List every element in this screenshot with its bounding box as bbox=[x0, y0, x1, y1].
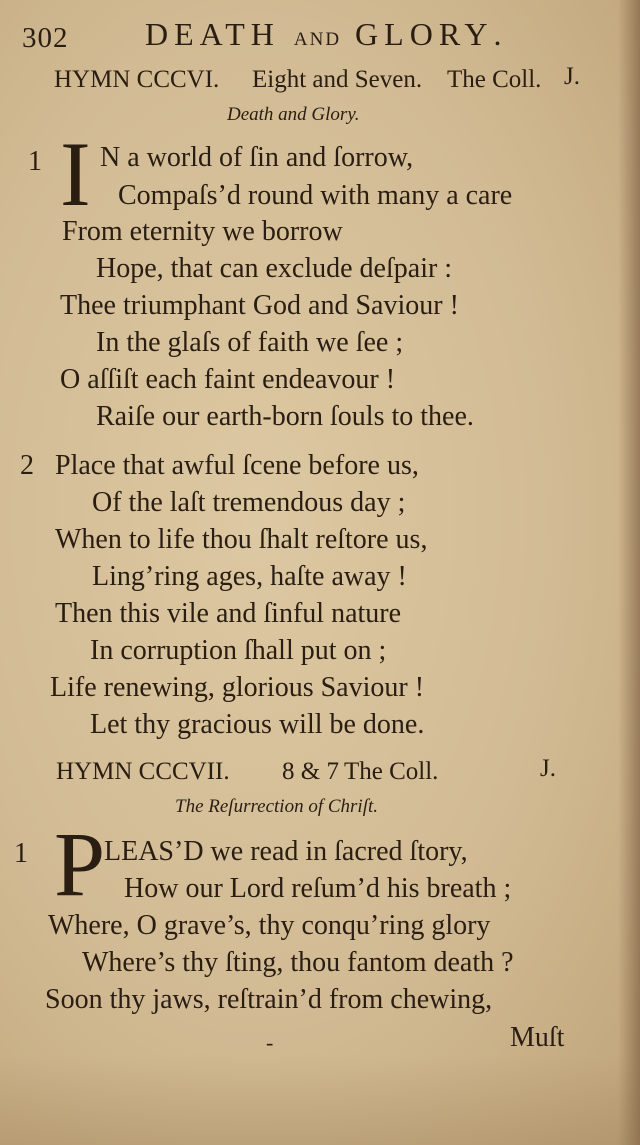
verse-line: In corruption ſhall put on ; bbox=[90, 635, 387, 666]
hymn-signature: J. bbox=[540, 755, 556, 782]
running-head-conj: AND bbox=[293, 29, 342, 50]
verse-line: From eternity we borrow bbox=[62, 216, 343, 247]
page-bottom-shade bbox=[0, 1055, 640, 1145]
verse-line: Soon thy jaws, reſtrain’d from chewing, bbox=[45, 984, 493, 1015]
verse-line: How our Lord reſum’d his breath ; bbox=[124, 873, 512, 904]
running-head bbox=[145, 16, 502, 53]
page-number: 302 bbox=[22, 22, 69, 54]
hymn-collection: The Coll. bbox=[344, 758, 439, 785]
verse-line: Then this vile and ſinful nature bbox=[55, 598, 402, 629]
running-head-word1: DEATH bbox=[145, 16, 280, 52]
verse-line: Ling’ring ages, haſte away ! bbox=[92, 561, 407, 592]
drop-cap: I bbox=[60, 123, 91, 225]
stanza-number: 2 bbox=[20, 450, 34, 481]
hymn-number: HYMN CCCVI. bbox=[54, 66, 220, 93]
verse-line: Place that awful ſcene before us, bbox=[55, 450, 419, 481]
hymn-signature: J. bbox=[564, 63, 580, 90]
verse-line: Thee triumphant God and Saviour ! bbox=[60, 290, 459, 321]
verse-line: LEAS’D we read in ſacred ſtory, bbox=[104, 836, 468, 867]
catchword: Muſt bbox=[510, 1022, 565, 1053]
verse-line: Let thy gracious will be done. bbox=[90, 709, 425, 740]
verse-line: When to life thou ſhalt reſtore us, bbox=[55, 524, 428, 555]
stanza-number: 1 bbox=[14, 838, 28, 869]
verse-line: Where, O grave’s, thy conqu’ring glory bbox=[48, 910, 491, 941]
verse-line: Raiſe our earth-born ſouls to thee. bbox=[96, 401, 474, 432]
verse-line: In the glaſs of faith we ſee ; bbox=[96, 327, 404, 358]
verse-line: Hope, that can exclude deſpair : bbox=[96, 253, 453, 284]
page-edge-shadow bbox=[618, 0, 640, 1145]
ornament-dash: - bbox=[266, 1030, 274, 1055]
hymn-collection: The Coll. bbox=[447, 66, 542, 93]
running-head-punct: . bbox=[493, 16, 502, 52]
hymn-meter: Eight and Seven. bbox=[252, 66, 423, 93]
stanza-number: 1 bbox=[28, 146, 42, 177]
drop-cap: P bbox=[54, 813, 106, 915]
verse-line: Of the laſt tremendous day ; bbox=[92, 487, 406, 518]
verse-line: N a world of ſin and ſorrow, bbox=[100, 142, 414, 173]
hymn-subtitle: The Reſurrection of Chriſt. bbox=[175, 796, 379, 817]
verse-line: Where’s thy ſting, thou fantom death ? bbox=[82, 947, 514, 978]
hymn-subtitle: Death and Glory. bbox=[227, 104, 360, 125]
verse-line: O aſſiſt each faint endeavour ! bbox=[60, 364, 396, 395]
running-head-word2: GLORY bbox=[355, 16, 494, 52]
verse-line: Life renewing, glorious Saviour ! bbox=[50, 672, 425, 703]
verse-line: Compaſs’d round with many a care bbox=[118, 180, 513, 211]
hymn-meter: 8 & 7 bbox=[282, 758, 339, 785]
hymn-number: HYMN CCCVII. bbox=[56, 758, 230, 785]
